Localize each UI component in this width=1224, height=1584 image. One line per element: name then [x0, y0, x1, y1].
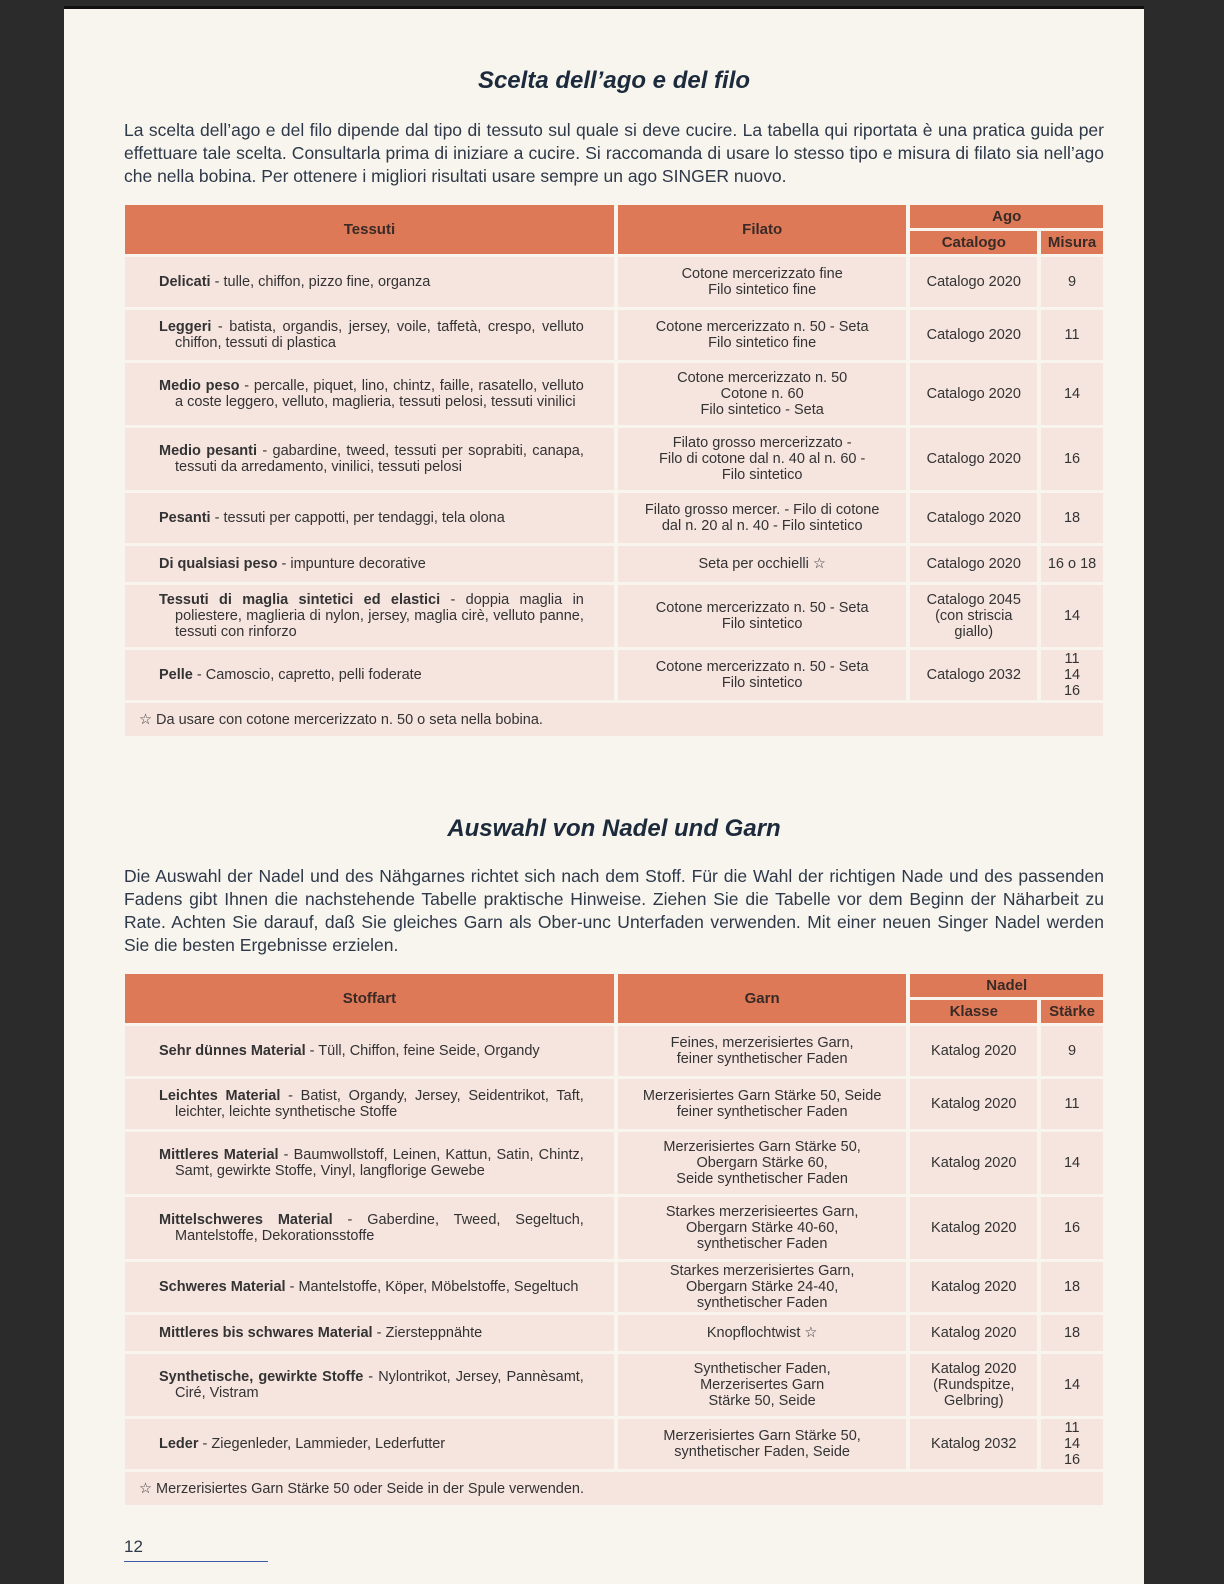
- material-name: Mittelschweres Material: [159, 1212, 333, 1228]
- italian-title: Scelta dell’ago e del filo: [477, 67, 751, 94]
- catalog-cell-line: giallo): [954, 624, 994, 640]
- material-cell: Synthetische, gewirkte Stoffe - Nylontrikot, Jersey, Pannèsamt, Ciré, Vistram: [125, 1354, 614, 1416]
- thread-cell-line: Filo sintetico fine: [708, 282, 817, 298]
- material-description: Ziegenleder, Lammieder, Lederfutter: [211, 1436, 446, 1452]
- size-cell-line: 14: [1063, 1377, 1081, 1393]
- size-cell: [1041, 1197, 1103, 1259]
- table-row: [125, 363, 1103, 425]
- german-footnote: ☆ Merzerisiertes Garn Stärke 50 oder Seide in der Spule verwenden.: [125, 1472, 1103, 1505]
- thread-cell-line: Feines, merzerisiertes Garn,: [670, 1035, 854, 1051]
- material-cell: Medio peso - percalle, piquet, lino, chintz, faille, rasatello, velluto a coste leggero, velluto, maglieria, tessuti pelosi, tessuti vinilici: [125, 363, 614, 425]
- material-name: Medio pesanti: [159, 443, 258, 459]
- size-cell-line: 14: [1063, 1155, 1081, 1171]
- material-name: Sehr dünnes Material: [159, 1043, 306, 1059]
- material-name: Synthetische, gewirkte Stoffe: [159, 1369, 364, 1385]
- catalog-cell-line: Gelbring): [943, 1393, 1004, 1409]
- catalog-cell: [910, 310, 1037, 360]
- size-cell-line: 14: [1063, 667, 1081, 683]
- material-cell: Pelle - Camoscio, capretto, pelli foderate: [125, 650, 614, 700]
- material-cell: Mittelschweres Material - Gaberdine, Tweed, Segeltuch, Mantelstoffe, Dekorationsstoffe: [125, 1197, 614, 1259]
- table-row: [125, 1197, 1103, 1259]
- thread-cell-line: Filo di cotone dal n. 40 al n. 60 -: [658, 451, 866, 467]
- table-row: [125, 428, 1103, 490]
- page-number: 12: [124, 1537, 143, 1556]
- thread-cell-line: synthetischer Faden, Seide: [674, 1444, 850, 1460]
- size-cell-line: 16: [1063, 1220, 1081, 1236]
- table-row: [125, 585, 1103, 647]
- thread-cell-line: feiner synthetischer Faden: [676, 1051, 848, 1067]
- thread-cell-line: Filo sintetico: [721, 675, 803, 691]
- thread-cell-line: synthetischer Faden: [696, 1295, 828, 1311]
- size-cell: [1041, 546, 1103, 582]
- material-cell: Medio pesanti - gabardine, tweed, tessuti per soprabiti, canapa, tessuti da arredamento, vinilici, tessuti pelosi: [125, 428, 614, 490]
- header-thread: Filato: [618, 205, 907, 254]
- catalog-cell: [910, 428, 1037, 490]
- size-cell-line: 16: [1063, 451, 1081, 467]
- catalog-cell: [910, 546, 1037, 582]
- catalog-cell: [910, 1262, 1037, 1312]
- catalog-cell-line: Catalogo 2032: [926, 667, 1021, 683]
- material-description: Ziersteppnähte: [385, 1325, 483, 1341]
- size-cell: [1041, 1262, 1103, 1312]
- material-cell: Leder - Ziegenleder, Lammieder, Lederfutter: [125, 1419, 614, 1469]
- thread-cell-line: Obergarn Stärke 60,: [696, 1155, 828, 1171]
- catalog-cell-line: Catalogo 2020: [926, 274, 1021, 290]
- thread-cell-line: Cotone mercerizzato n. 50 - Seta: [655, 659, 869, 675]
- thread-cell-line: Starkes merzerisieertes Garn,: [665, 1204, 859, 1220]
- material-description: Tüll, Chiffon, feine Seide, Organdy: [318, 1043, 540, 1059]
- thread-cell: [618, 650, 907, 700]
- header-thread: Garn: [618, 974, 907, 1023]
- thread-cell: [618, 428, 907, 490]
- material-cell: Schweres Material - Mantelstoffe, Köper, Möbelstoffe, Segeltuch: [125, 1262, 614, 1312]
- catalog-cell-line: (Rundspitze,: [933, 1377, 1015, 1393]
- material-description: percalle, piquet, lino, chintz, faille, rasatello, velluto a coste leggero, velluto, maglieria, tessuti pelosi, tessuti vinilici: [175, 378, 584, 410]
- material-name: Leichtes Material: [159, 1088, 281, 1104]
- thread-cell-line: Cotone mercerizzato fine: [681, 266, 843, 282]
- table-row: [125, 310, 1103, 360]
- german-title: Auswahl von Nadel und Garn: [447, 815, 781, 842]
- size-cell-line: 11: [1064, 327, 1080, 343]
- table-row: [125, 1026, 1103, 1076]
- catalog-cell-line: Catalogo 2045: [926, 592, 1021, 608]
- header-needle: Ago: [910, 205, 1103, 228]
- header-catalog: Catalogo: [910, 231, 1037, 254]
- material-description: tulle, chiffon, pizzo fine, organza: [223, 274, 431, 290]
- catalog-cell-line: Katalog 2020: [931, 1043, 1017, 1059]
- material-description: Camoscio, capretto, pelli foderate: [205, 667, 422, 683]
- material-cell: Leichtes Material - Batist, Organdy, Jersey, Seidentrikot, Taft, leichter, leichte synthetische Stoffe: [125, 1079, 614, 1129]
- material-description: impunture decorative: [290, 556, 426, 572]
- size-cell-line: 18: [1063, 1325, 1081, 1341]
- size-cell-line: 14: [1063, 608, 1081, 624]
- material-cell: Leggeri - batista, organdis, jersey, voile, taffetà, crespo, velluto chiffon, tessuti di plastica: [125, 310, 614, 360]
- size-cell: [1041, 310, 1103, 360]
- thread-cell-line: Cotone mercerizzato n. 50: [677, 370, 848, 386]
- catalog-cell-line: Catalogo 2020: [926, 386, 1021, 402]
- size-cell-line: 9: [1067, 274, 1077, 290]
- italian-intro: La scelta dell’ago e del filo dipende dal tipo di tessuto sul quale si deve cucire. La tabella qui riportata è una pratica guida per effettuare tale scelta. Consultarla prima di iniziare a cucire. Si raccomanda di usare lo stesso tipo e misura di filato sia nell’ago che nella bobina. Per ottenere i migliori risultati usare sempre un ago SINGER nuovo.: [124, 120, 1104, 186]
- size-cell-line: 18: [1063, 510, 1081, 526]
- material-name: Di qualsiasi peso: [159, 556, 278, 572]
- catalog-cell: [910, 1079, 1037, 1129]
- thread-cell-line: Filo sintetico - Seta: [700, 402, 824, 418]
- thread-cell-line: Cotone mercerizzato n. 50 - Seta: [655, 319, 869, 335]
- catalog-cell: [910, 1132, 1037, 1194]
- thread-cell: [618, 310, 907, 360]
- size-cell: [1041, 1315, 1103, 1351]
- material-description: gabardine, tweed, tessuti per soprabiti, canapa, tessuti da arredamento, vinilici, tessuti pelosi: [175, 443, 584, 475]
- thread-cell-line: Knopflochtwist ☆: [706, 1325, 818, 1341]
- material-description: Baumwollstoff, Leinen, Kattun, Satin, Chintz, Samt, gewirkte Stoffe, Vinyl, langflorige Gewebe: [175, 1147, 584, 1179]
- german-section: [124, 815, 1104, 1508]
- catalog-cell-line: Catalogo 2020: [926, 556, 1021, 572]
- thread-cell: [618, 257, 907, 307]
- catalog-cell: [910, 585, 1037, 647]
- header-catalog: Klasse: [910, 1000, 1037, 1023]
- catalog-cell-line: Catalogo 2020: [926, 510, 1021, 526]
- manual-page: [64, 6, 1144, 1584]
- table-row: [125, 1419, 1103, 1469]
- german-intro: Die Auswahl der Nadel und des Nähgarnes richtet sich nach dem Stoff. Für die Wahl der richtigen Nade und des passenden Fadens gibt Ihnen die nachstehende Tabelle praktische Hinweise. Ziehen Sie die Tabelle vor dem Beginn der Näharbeit zu Rate. Achten Sie darauf, daß Sie gleiches Garn als Ober-unc Unterfaden verwenden. Mit einer neuen Singer Nadel werden Sie die besten Ergebnisse erzielen.: [124, 866, 1104, 955]
- thread-cell-line: Obergarn Stärke 24-40,: [685, 1279, 839, 1295]
- catalog-cell-line: Katalog 2020: [931, 1096, 1017, 1112]
- size-cell: [1041, 585, 1103, 647]
- thread-cell-line: synthetischer Faden: [696, 1236, 828, 1252]
- material-description: doppia maglia in poliestere, maglieria di nylon, jersey, maglia cirè, velluto panne, tessuti con rinforzo: [175, 592, 584, 640]
- size-cell-line: 14: [1063, 386, 1081, 402]
- size-cell-line: 18: [1063, 1279, 1081, 1295]
- size-cell: [1041, 1132, 1103, 1194]
- german-table: [121, 971, 1107, 1508]
- material-name: Pesanti: [159, 510, 211, 526]
- header-size: Misura: [1041, 231, 1103, 254]
- divider-line: [124, 1561, 268, 1562]
- size-cell-line: 14: [1063, 1436, 1081, 1452]
- catalog-cell-line: Katalog 2020: [931, 1361, 1017, 1377]
- size-cell: [1041, 1419, 1103, 1469]
- thread-cell: [618, 363, 907, 425]
- italian-footnote: ☆ Da usare con cotone mercerizzato n. 50 o seta nella bobina.: [125, 703, 1103, 736]
- thread-cell: [618, 1419, 907, 1469]
- thread-cell: [618, 546, 907, 582]
- catalog-cell: [910, 493, 1037, 543]
- catalog-cell-line: Katalog 2020: [931, 1279, 1017, 1295]
- table-row: [125, 1354, 1103, 1416]
- italian-table: [121, 202, 1107, 739]
- size-cell: [1041, 493, 1103, 543]
- thread-cell-line: Seide synthetischer Faden: [676, 1171, 848, 1187]
- catalog-cell-line: Katalog 2020: [931, 1155, 1017, 1171]
- thread-cell: [618, 1315, 907, 1351]
- material-name: Mittleres Material: [159, 1147, 279, 1163]
- size-cell-line: 9: [1068, 1043, 1077, 1059]
- header-size: Stärke: [1041, 1000, 1103, 1023]
- size-cell-line: 11: [1064, 1096, 1080, 1112]
- catalog-cell-line: Katalog 2020: [931, 1325, 1017, 1341]
- material-description: Gaberdine, Tweed, Segeltuch, Mantelstoffe, Dekorationsstoffe: [175, 1212, 584, 1244]
- thread-cell-line: Filato grosso mercer. - Filo di cotone: [644, 502, 880, 518]
- table-row: [125, 1315, 1103, 1351]
- material-cell: Delicati - tulle, chiffon, pizzo fine, organza: [125, 257, 614, 307]
- catalog-cell: [910, 1197, 1037, 1259]
- thread-cell-line: Cotone n. 60: [720, 386, 804, 402]
- material-cell: Mittleres bis schwares Material - Ziersteppnähte: [125, 1315, 614, 1351]
- thread-cell-line: Filato grosso mercerizzato -: [672, 435, 852, 451]
- italian-section: [124, 67, 1104, 739]
- catalog-cell: [910, 1419, 1037, 1469]
- table-row: [125, 257, 1103, 307]
- material-description: Mantelstoffe, Köper, Möbelstoffe, Segeltuch: [298, 1279, 579, 1295]
- material-name: Tessuti di maglia sintetici ed elastici: [159, 592, 441, 608]
- material-name: Medio peso: [159, 378, 240, 394]
- thread-cell-line: Filo sintetico: [721, 616, 803, 632]
- catalog-cell-line: Katalog 2032: [931, 1436, 1017, 1452]
- thread-cell-line: Merzerisiertes Garn Stärke 50,: [663, 1139, 861, 1155]
- thread-cell-line: Filo sintetico fine: [708, 335, 817, 351]
- thread-cell: [618, 1262, 907, 1312]
- thread-cell-line: feiner synthetischer Faden: [676, 1104, 848, 1120]
- thread-cell: [618, 1026, 907, 1076]
- catalog-cell: [910, 1354, 1037, 1416]
- size-cell: [1041, 1026, 1103, 1076]
- material-description: tessuti per cappotti, per tendaggi, tela olona: [223, 510, 505, 526]
- size-cell-line: 16 o 18: [1047, 556, 1097, 572]
- catalog-cell-line: Catalogo 2020: [926, 451, 1021, 467]
- size-cell: [1041, 1079, 1103, 1129]
- material-cell: Tessuti di maglia sintetici ed elastici - doppia maglia in poliestere, maglieria di nylon, jersey, maglia cirè, velluto panne, tessuti con rinforzo: [125, 585, 614, 647]
- header-material: Tessuti: [125, 205, 614, 254]
- size-cell-line: 11: [1064, 1420, 1080, 1436]
- catalog-cell: [910, 1026, 1037, 1076]
- thread-cell: [618, 1197, 907, 1259]
- header-material: Stoffart: [125, 974, 614, 1023]
- material-cell: Sehr dünnes Material - Tüll, Chiffon, feine Seide, Organdy: [125, 1026, 614, 1076]
- thread-cell: [618, 1354, 907, 1416]
- thread-cell-line: Synthetischer Faden,: [693, 1361, 831, 1377]
- thread-cell-line: Obergarn Stärke 40-60,: [685, 1220, 839, 1236]
- thread-cell-line: Cotone mercerizzato n. 50 - Seta: [655, 600, 869, 616]
- thread-cell: [618, 1132, 907, 1194]
- size-cell: [1041, 257, 1103, 307]
- header-needle: Nadel: [910, 974, 1103, 997]
- size-cell: [1041, 428, 1103, 490]
- catalog-cell: [910, 650, 1037, 700]
- material-cell: Di qualsiasi peso - impunture decorative: [125, 546, 614, 582]
- thread-cell-line: Filo sintetico: [721, 467, 803, 483]
- material-cell: Pesanti - tessuti per cappotti, per tendaggi, tela olona: [125, 493, 614, 543]
- catalog-cell: [910, 1315, 1037, 1351]
- material-description: batista, organdis, jersey, voile, taffetà, crespo, velluto chiffon, tessuti di plastica: [175, 319, 584, 351]
- thread-cell: [618, 493, 907, 543]
- material-name: Leggeri: [159, 319, 212, 335]
- table-row: [125, 1079, 1103, 1129]
- table-row: [125, 546, 1103, 582]
- catalog-cell-line: Catalogo 2020: [926, 327, 1021, 343]
- size-cell-line: 16: [1063, 683, 1081, 699]
- catalog-cell-line: (con striscia: [935, 608, 1013, 624]
- catalog-cell-line: Katalog 2020: [931, 1220, 1017, 1236]
- material-name: Mittleres bis schwares Material: [159, 1325, 373, 1341]
- material-name: Delicati: [159, 274, 211, 290]
- thread-cell-line: Seta per occhielli ☆: [698, 556, 826, 572]
- table-row: [125, 1132, 1103, 1194]
- size-cell: [1041, 363, 1103, 425]
- catalog-cell: [910, 363, 1037, 425]
- material-name: Schweres Material: [159, 1279, 286, 1295]
- material-name: Leder: [159, 1436, 199, 1452]
- size-cell: [1041, 1354, 1103, 1416]
- table-row: [125, 1262, 1103, 1312]
- size-cell: [1041, 650, 1103, 700]
- thread-cell-line: Merzerisertes Garn: [700, 1377, 825, 1393]
- table-row: [125, 650, 1103, 700]
- thread-cell-line: Starkes merzerisiertes Garn,: [669, 1263, 855, 1279]
- thread-cell-line: Stärke 50, Seide: [708, 1393, 816, 1409]
- catalog-cell: [910, 257, 1037, 307]
- thread-cell-line: Merzerisiertes Garn Stärke 50,: [663, 1428, 861, 1444]
- thread-cell: [618, 585, 907, 647]
- size-cell-line: 16: [1063, 1452, 1081, 1468]
- material-name: Pelle: [159, 667, 193, 683]
- material-description: Nylontrikot, Jersey, Pannèsamt, Ciré, Vistram: [175, 1369, 584, 1401]
- thread-cell-line: Merzerisiertes Garn Stärke 50, Seide: [642, 1088, 882, 1104]
- size-cell-line: 11: [1064, 651, 1080, 667]
- material-description: Batist, Organdy, Jersey, Seidentrikot, Taft, leichter, leichte synthetische Stoffe: [175, 1088, 584, 1120]
- thread-cell-line: dal n. 20 al n. 40 - Filo sintetico: [661, 518, 863, 534]
- table-row: [125, 493, 1103, 543]
- material-cell: Mittleres Material - Baumwollstoff, Leinen, Kattun, Satin, Chintz, Samt, gewirkte Stoffe, Vinyl, langflorige Gewebe: [125, 1132, 614, 1194]
- thread-cell: [618, 1079, 907, 1129]
